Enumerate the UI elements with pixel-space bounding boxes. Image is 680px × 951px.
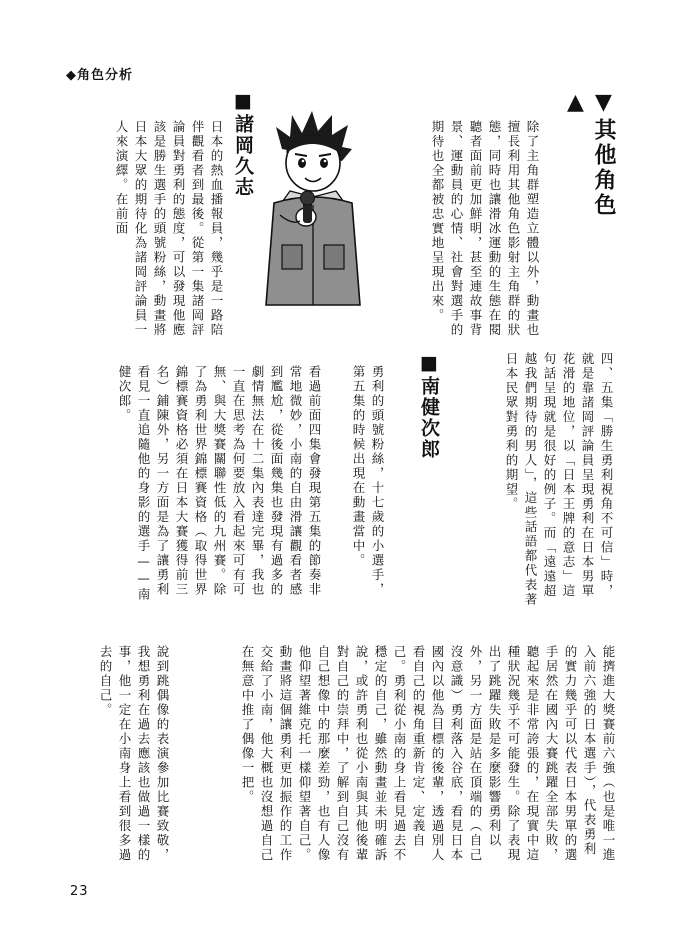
intro-paragraph: 除了主角群塑造立體以外，動畫也擅長利用其他角色影射主角群的狀態，同時也讓滑冰運動的生態在閱聽者面前更加鮮明，甚至連故事背景、運動員的心情、社會對選手的期待也全都被忠實地呈現出來。	[430, 120, 540, 338]
minami-paragraph-1: 勇利的頭號粉絲，十七歲的小選手，第五集的時候出現在動畫當中。	[351, 365, 385, 597]
section-label: ◆角色分析	[66, 68, 133, 83]
morooka-paragraph: 日本的熱血播報員，幾乎是一路陪伴觀看者到最後。從第一集諸岡評論員對勇利的態度，可以發現他應該是勝生選手的頭號粉絲，動畫將日本大眾的期待化為諸岡評論員一人來演繹。在前面	[114, 120, 224, 338]
section-heading: ▼其他角色▲	[563, 90, 616, 218]
morooka-heading: ■諸岡久志	[232, 90, 254, 198]
continuation-paragraph: 四、五集「勝生勇利視角不可信」時，就是靠諸岡評論員呈現勇利在日本男單花滑的地位，以「日本王牌的意志」這句話呈現就是很好的例子。而「遠遠超越我們期待的男人」，這些話語都代表著日本民眾對勇利的期望。	[504, 352, 614, 607]
page-number: 23	[70, 884, 89, 899]
bottom-paragraph: 能擠進大獎賽前六強（也是唯一進入前六強的日本選手），代表勇利的實力幾乎可以代表日本男單的選手居然在國內大賽跳躍全部失敗，聽起來是非常誇張的，在現實中這種狀況幾乎不可能發生。除了表現出了跳躍失敗是多麼影響勇利以外，另一方面是站在頂端的（自己沒意識）勇利落入谷底，看見日本國內以他為目標的後輩，透過別人看自己的視角重新肯定、定義自己。勇利從小南的身上看見過去不穩定的自己，雖然動畫並未明確訴說，或許勇利也從小南與其他後輩對自己的崇拜中，了解到自己沒有自己想像中的那麼差勁，也有人像他仰望著維克托一樣仰望著自己。動畫將這個讓勇利更加振作的工作交給了小南，他大概也沒想過自己在無意中推了偶像一把。	[240, 645, 616, 863]
minami-paragraph-2: 看過前面四集會發現第五集的節奏非常地微妙，小南的自由滑讓觀看者感到尷尬，從後面幾集也發現有過多的劇情無法在十二集內表達完畢，我也一直在思考為何要放入看起來可有可無、與大獎賽關聯性低的九州賽。除了為勇利世界錦標賽資格（取得世界錦標賽資格必須在日本大賽獲得前三名）鋪陳外，另一方面是為了讓勇利看見一直追隨他的身影的選手——南健次郎。	[117, 365, 322, 602]
minami-heading: ■南健次郎	[418, 352, 440, 460]
morooka-illustration	[250, 105, 375, 315]
bottom-paragraph-2: 說到跳偶像的表演參加比賽致敬，我想勇利在過去應該也做過一樣的事，他一定在小南身上看到很多過去的自己。	[98, 645, 170, 863]
